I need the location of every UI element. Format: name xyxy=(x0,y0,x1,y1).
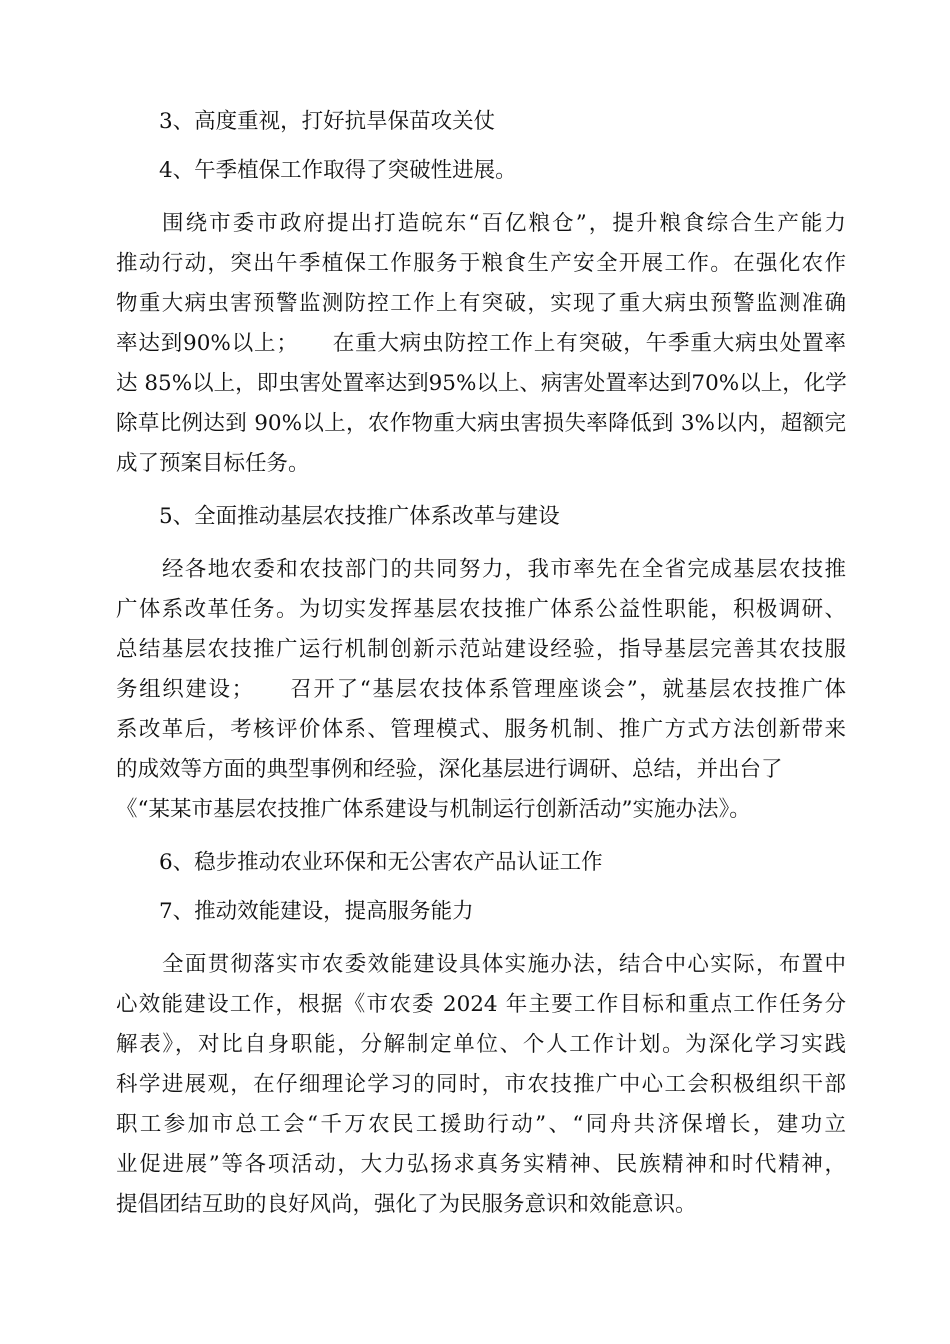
paragraph-line: 心效能建设工作，根据《市农委 2024 年主要工作目标和重点工作任务分 xyxy=(116,992,846,1017)
paragraph-line: 业促进展”等各项活动，大力弘扬求真务实精神、民族精神和时代精神， xyxy=(116,1152,846,1177)
paragraph-efficiency xyxy=(116,950,846,1220)
paragraph-line: 务组织建设； 召开了“基层农技体系管理座谈会”，就基层农技推广体 xyxy=(116,677,846,702)
section-heading-6: 6、稳步推动农业环保和无公害农产品认证工作 xyxy=(159,850,603,875)
section-heading-3: 3、高度重视，打好抗旱保苗攻关仗 xyxy=(159,109,496,134)
paragraph-line: 围绕市委市政府提出打造皖东“百亿粮仓”，提升粮食综合生产能力 xyxy=(162,211,846,236)
paragraph-line: 科学进展观，在仔细理论学习的同时，市农技推广中心工会积极组织干部 xyxy=(116,1072,846,1097)
paragraph-line: 除草比例达到 90%以上，农作物重大病虫害损失率降低到 3%以内，超额完 xyxy=(116,411,846,436)
paragraph-line: 推动行动，突出午季植保工作服务于粮食生产安全开展工作。在强化农作 xyxy=(116,251,846,276)
document-page xyxy=(116,107,846,1220)
paragraph-line: 率达到90%以上； 在重大病虫防控工作上有突破，午季重大病虫处置率 xyxy=(116,331,846,356)
paragraph-line: 职工参加市总工会“千万农民工援助行动”、“同舟共济保增长，建功立 xyxy=(116,1112,846,1137)
section-heading-4: 4、午季植保工作取得了突破性进展。 xyxy=(159,158,517,183)
paragraph-line: 《“某某市基层农技推广体系建设与机制运行创新活动”实施办法》。 xyxy=(116,797,751,822)
section-heading-5: 5、全面推动基层农技推广体系改革与建设 xyxy=(159,504,560,529)
paragraph-line: 的成效等方面的典型事例和经验，深化基层进行调研、总结，并出台了 xyxy=(116,757,783,782)
paragraph-plant-protection xyxy=(116,209,846,479)
paragraph-line: 达 85%以上，即虫害处置率达到95%以上、病害处置率达到70%以上，化学 xyxy=(116,371,847,396)
paragraph-line: 全面贯彻落实市农委效能建设具体实施办法，结合中心实际，布置中 xyxy=(162,952,846,977)
paragraph-line: 物重大病虫害预警监测防控工作上有突破，实现了重大病虫预警监测准确 xyxy=(116,291,846,316)
paragraph-line: 解表》，对比自身职能，分解制定单位、个人工作计划。为深化学习实践 xyxy=(116,1032,846,1057)
paragraph-line: 广体系改革任务。为切实发挥基层农技推广体系公益性职能，积极调研、 xyxy=(116,597,846,622)
section-heading-7: 7、推动效能建设，提高服务能力 xyxy=(159,899,474,924)
paragraph-line: 系改革后，考核评价体系、管理模式、服务机制、推广方式方法创新带来 xyxy=(116,717,846,742)
paragraph-line: 成了预案目标任务。 xyxy=(116,451,310,476)
paragraph-line: 总结基层农技推广运行机制创新示范站建设经验，指导基层完善其农技服 xyxy=(116,637,846,662)
paragraph-extension-reform xyxy=(116,555,846,825)
paragraph-line: 经各地农委和农技部门的共同努力，我市率先在全省完成基层农技推 xyxy=(162,557,846,582)
paragraph-line: 提倡团结互助的良好风尚，强化了为民服务意识和效能意识。 xyxy=(116,1192,697,1217)
